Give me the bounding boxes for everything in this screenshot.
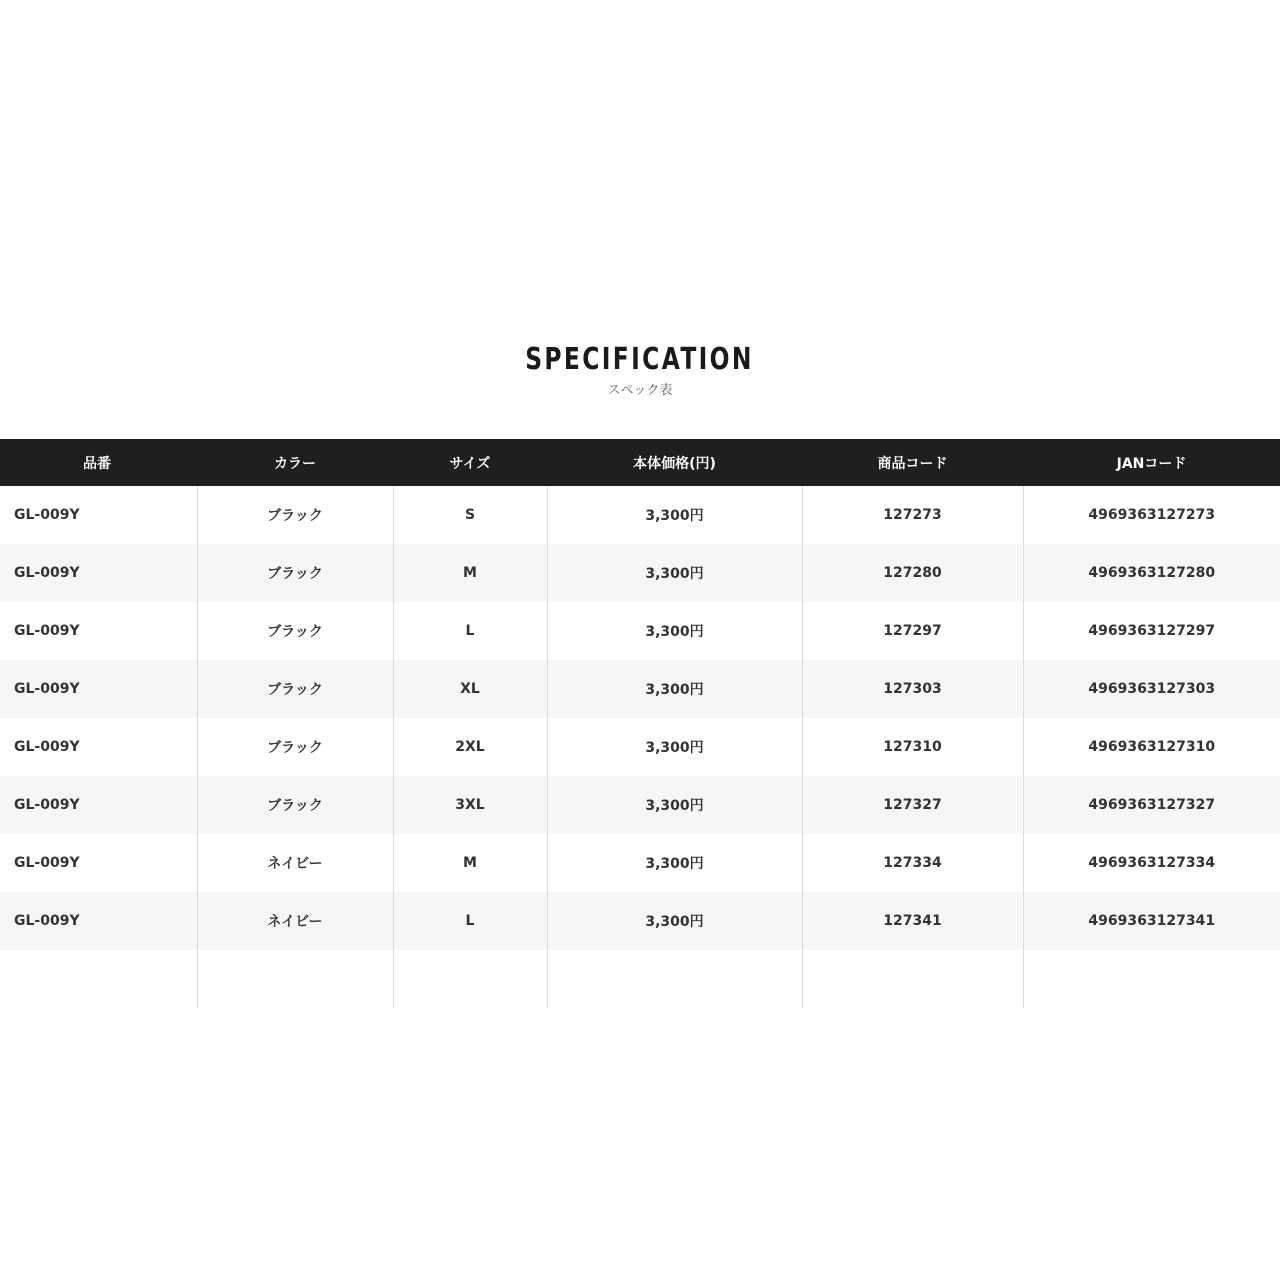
- spacer-cell: [197, 950, 393, 1008]
- cell-product-code: 127303: [802, 660, 1023, 718]
- header-size: サイズ: [449, 455, 491, 472]
- spacer-cell: [802, 950, 1023, 1008]
- cell-product-code: 127297: [802, 602, 1023, 660]
- table-header-row: [0, 439, 1280, 486]
- cell-color: ブラック: [197, 776, 393, 834]
- cell-product-code: 127327: [802, 776, 1023, 834]
- cell-price: 3,300円: [547, 486, 802, 544]
- cell-product-number: GL-009Y: [14, 681, 80, 697]
- spacer-cell: [1023, 950, 1280, 1008]
- cell-price: 3,300円: [547, 718, 802, 776]
- cell-jan-code: 4969363127327: [1023, 776, 1280, 834]
- table-row: [0, 776, 1280, 834]
- cell-product-code: 127273: [802, 486, 1023, 544]
- cell-size: L: [393, 602, 547, 660]
- cell-product-number: GL-009Y: [14, 855, 80, 871]
- cell-product-number: GL-009Y: [14, 913, 80, 929]
- page-subtitle: スペック表: [607, 383, 673, 398]
- header-product-code: 商品コード: [877, 455, 948, 472]
- cell-product-code: 127310: [802, 718, 1023, 776]
- spec-heading: [0, 340, 1280, 400]
- header-price: 本体価格(円): [633, 455, 716, 472]
- cell-product-number: GL-009Y: [14, 623, 80, 639]
- cell-size: 2XL: [393, 718, 547, 776]
- table-row: [0, 602, 1280, 660]
- cell-color: ネイビー: [197, 834, 393, 892]
- cell-product-code: 127334: [802, 834, 1023, 892]
- cell-color: ブラック: [197, 718, 393, 776]
- cell-color: ブラック: [197, 602, 393, 660]
- cell-price: 3,300円: [547, 892, 802, 950]
- cell-price: 3,300円: [547, 834, 802, 892]
- cell-color: ネイビー: [197, 892, 393, 950]
- header-product-number: 品番: [83, 455, 111, 472]
- table-row: [0, 834, 1280, 892]
- table-row: [0, 718, 1280, 776]
- cell-jan-code: 4969363127280: [1023, 544, 1280, 602]
- cell-color: ブラック: [197, 544, 393, 602]
- cell-size: M: [393, 544, 547, 602]
- cell-size: L: [393, 892, 547, 950]
- cell-size: XL: [393, 660, 547, 718]
- cell-product-code: 127341: [802, 892, 1023, 950]
- cell-jan-code: 4969363127341: [1023, 892, 1280, 950]
- table-bottom-spacer: [0, 950, 1280, 1008]
- header-jan-code: JANコード: [1116, 455, 1187, 472]
- page-title: SPECIFICATION: [525, 342, 755, 377]
- spacer-cell: [547, 950, 802, 1008]
- cell-jan-code: 4969363127273: [1023, 486, 1280, 544]
- cell-product-number: GL-009Y: [14, 739, 80, 755]
- cell-product-number: GL-009Y: [14, 507, 80, 523]
- table-row: [0, 486, 1280, 544]
- cell-price: 3,300円: [547, 776, 802, 834]
- table-row: [0, 892, 1280, 950]
- spec-table: [0, 439, 1280, 1008]
- cell-size: S: [393, 486, 547, 544]
- cell-color: ブラック: [197, 660, 393, 718]
- cell-product-number: GL-009Y: [14, 797, 80, 813]
- cell-product-code: 127280: [802, 544, 1023, 602]
- cell-product-number: GL-009Y: [14, 565, 80, 581]
- cell-color: ブラック: [197, 486, 393, 544]
- cell-price: 3,300円: [547, 660, 802, 718]
- table-row: [0, 660, 1280, 718]
- table-row: [0, 544, 1280, 602]
- header-color: カラー: [274, 455, 316, 472]
- cell-price: 3,300円: [547, 544, 802, 602]
- cell-jan-code: 4969363127334: [1023, 834, 1280, 892]
- cell-price: 3,300円: [547, 602, 802, 660]
- cell-jan-code: 4969363127297: [1023, 602, 1280, 660]
- cell-jan-code: 4969363127303: [1023, 660, 1280, 718]
- cell-size: 3XL: [393, 776, 547, 834]
- spacer-cell: [0, 950, 197, 1008]
- spacer-cell: [393, 950, 547, 1008]
- cell-size: M: [393, 834, 547, 892]
- cell-jan-code: 4969363127310: [1023, 718, 1280, 776]
